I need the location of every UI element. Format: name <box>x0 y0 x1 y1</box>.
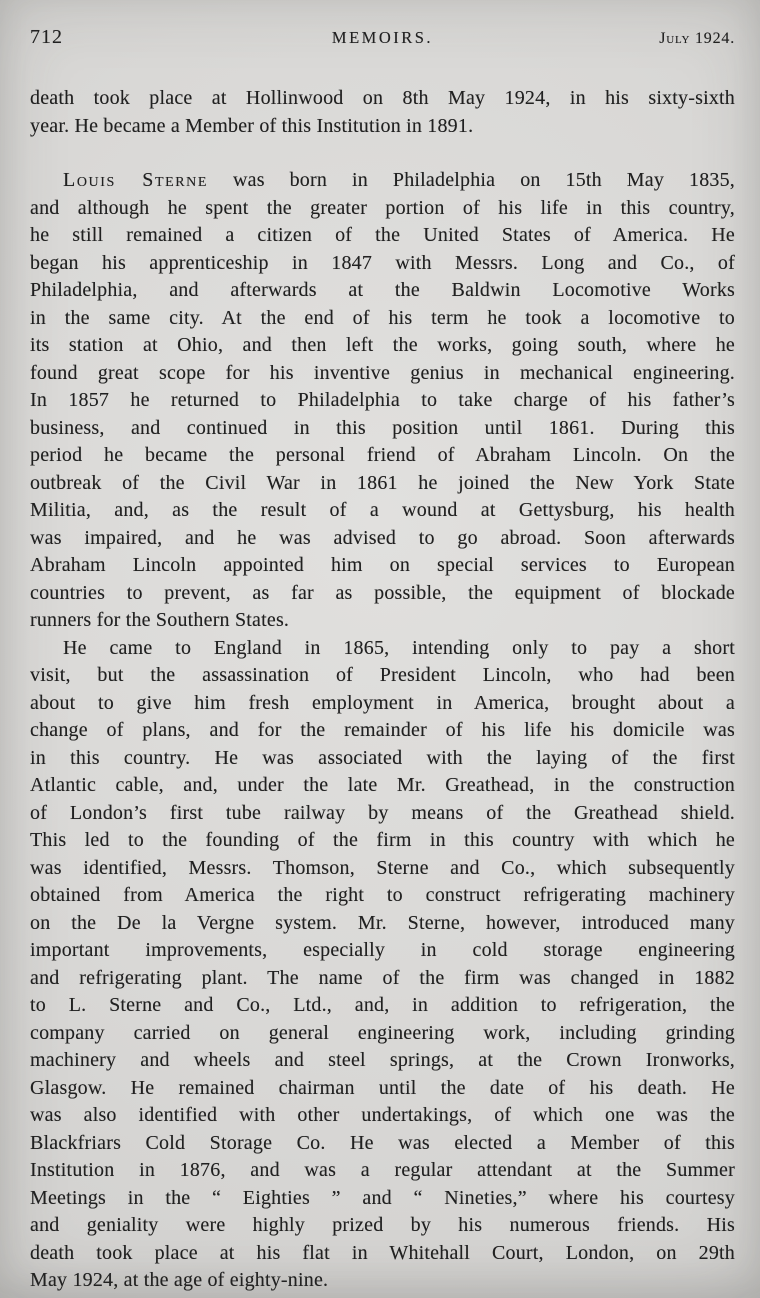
text-line: visit, but the assassination of President Lincoln, who had been <box>30 664 735 686</box>
text-line: on the De la Vergne system. Mr. Sterne, however, introduced many <box>30 911 735 934</box>
text-line: Militia, and, as the result of a wound at Gettysburg, his health <box>30 499 735 521</box>
page-header <box>30 26 735 49</box>
text-line: death took place at his flat in Whitehall Court, London, on 29th <box>30 1241 735 1264</box>
text-line: machinery and wheels and steel springs, at the Crown Ironworks, <box>30 1049 735 1071</box>
text-line: to L. Sterne and Co., Ltd., and, in addition to refrigeration, the <box>30 994 735 1016</box>
text-line: He came to England in 1865, intending only to pay a short <box>63 636 735 659</box>
text-line: Philadelphia, and afterwards at the Baldwin Locomotive Works <box>30 279 735 301</box>
text-line: and geniality were highly prized by his numerous friends. His <box>30 1214 735 1236</box>
text-line: company carried on general engineering work, including grinding <box>30 1021 735 1044</box>
paragraph <box>30 167 735 635</box>
paragraph <box>30 85 735 140</box>
text-line: its station at Ohio, and then left the works, going south, where he <box>30 334 735 356</box>
text-line: change of plans, and for the remainder of his life his domicile was <box>30 719 735 741</box>
text-line: obtained from America the right to construct refrigerating machinery <box>30 884 735 906</box>
text-line: In 1857 he returned to Philadelphia to take charge of his father’s <box>30 389 735 411</box>
text-line: was also identified with other undertakings, of which one was the <box>30 1104 735 1126</box>
text-line: in the same city. At the end of his term he took a locomotive to <box>30 306 735 329</box>
text-line: Institution in 1876, and was a regular attendant at the Summer <box>30 1159 735 1181</box>
page-number: 712 <box>30 26 63 48</box>
small-caps-name: Louis Sterne <box>63 169 209 191</box>
text-line: was impaired, and he was advised to go abroad. Soon afterwards <box>30 526 735 549</box>
text-line: Blackfriars Cold Storage Co. He was elected a Member of this <box>30 1131 735 1154</box>
text-line: Abraham Lincoln appointed him on special services to European <box>30 554 735 576</box>
text-line: was identified, Messrs. Thomson, Sterne and Co., which subsequently <box>30 856 735 879</box>
text-line: Atlantic cable, and, under the late Mr. Greathead, in the construction <box>30 774 735 796</box>
text-line: in this country. He was associated with the laying of the first <box>30 746 735 769</box>
text-line: important improvements, especially in cold storage engineering <box>30 939 735 961</box>
paragraph <box>30 635 735 1295</box>
text-line: This led to the founding of the firm in this country with which he <box>30 829 735 851</box>
text-line: May 1924, at the age of eighty-nine. <box>30 1269 329 1291</box>
text-line: runners for the Southern States. <box>30 609 290 631</box>
text-line: found great scope for his inventive genius in mechanical engineering. <box>30 361 735 384</box>
text-line: Glasgow. He remained chairman until the date of his death. He <box>30 1076 735 1099</box>
text-line: and refrigerating plant. The name of the firm was changed in 1882 <box>30 966 735 989</box>
text-line: period he became the personal friend of Abraham Lincoln. On the <box>30 444 735 466</box>
running-title: MEMOIRS. <box>331 28 434 47</box>
text-line: and although he spent the greater portion of his life in this country, <box>30 196 735 219</box>
text-line: he still remained a citizen of the United States of America. He <box>30 224 735 246</box>
text-line: outbreak of the Civil War in 1861 he joined the New York State <box>30 471 735 494</box>
text-line: year. He became a Member of this Institution in 1891. <box>30 114 474 137</box>
text-line: Meetings in the “ Eighties ” and “ Nineties,” where his courtesy <box>30 1186 735 1209</box>
text-line: Louis Sterne was born in Philadelphia on 15th May 1835, <box>63 169 735 191</box>
text-line: about to give him fresh employment in America, brought about a <box>30 691 735 714</box>
text-line: countries to prevent, as far as possible, the equipment of blockade <box>30 581 735 604</box>
text-line: business, and continued in this position until 1861. During this <box>30 416 735 439</box>
text-line: began his apprenticeship in 1847 with Messrs. Long and Co., of <box>30 251 735 274</box>
article-body <box>30 85 735 1295</box>
issue-date: July 1924. <box>659 30 735 47</box>
text-line: death took place at Hollinwood on 8th May 1924, in his sixty-sixth <box>30 87 735 109</box>
text-line: of London’s first tube railway by means of the Greathead shield. <box>30 801 735 824</box>
